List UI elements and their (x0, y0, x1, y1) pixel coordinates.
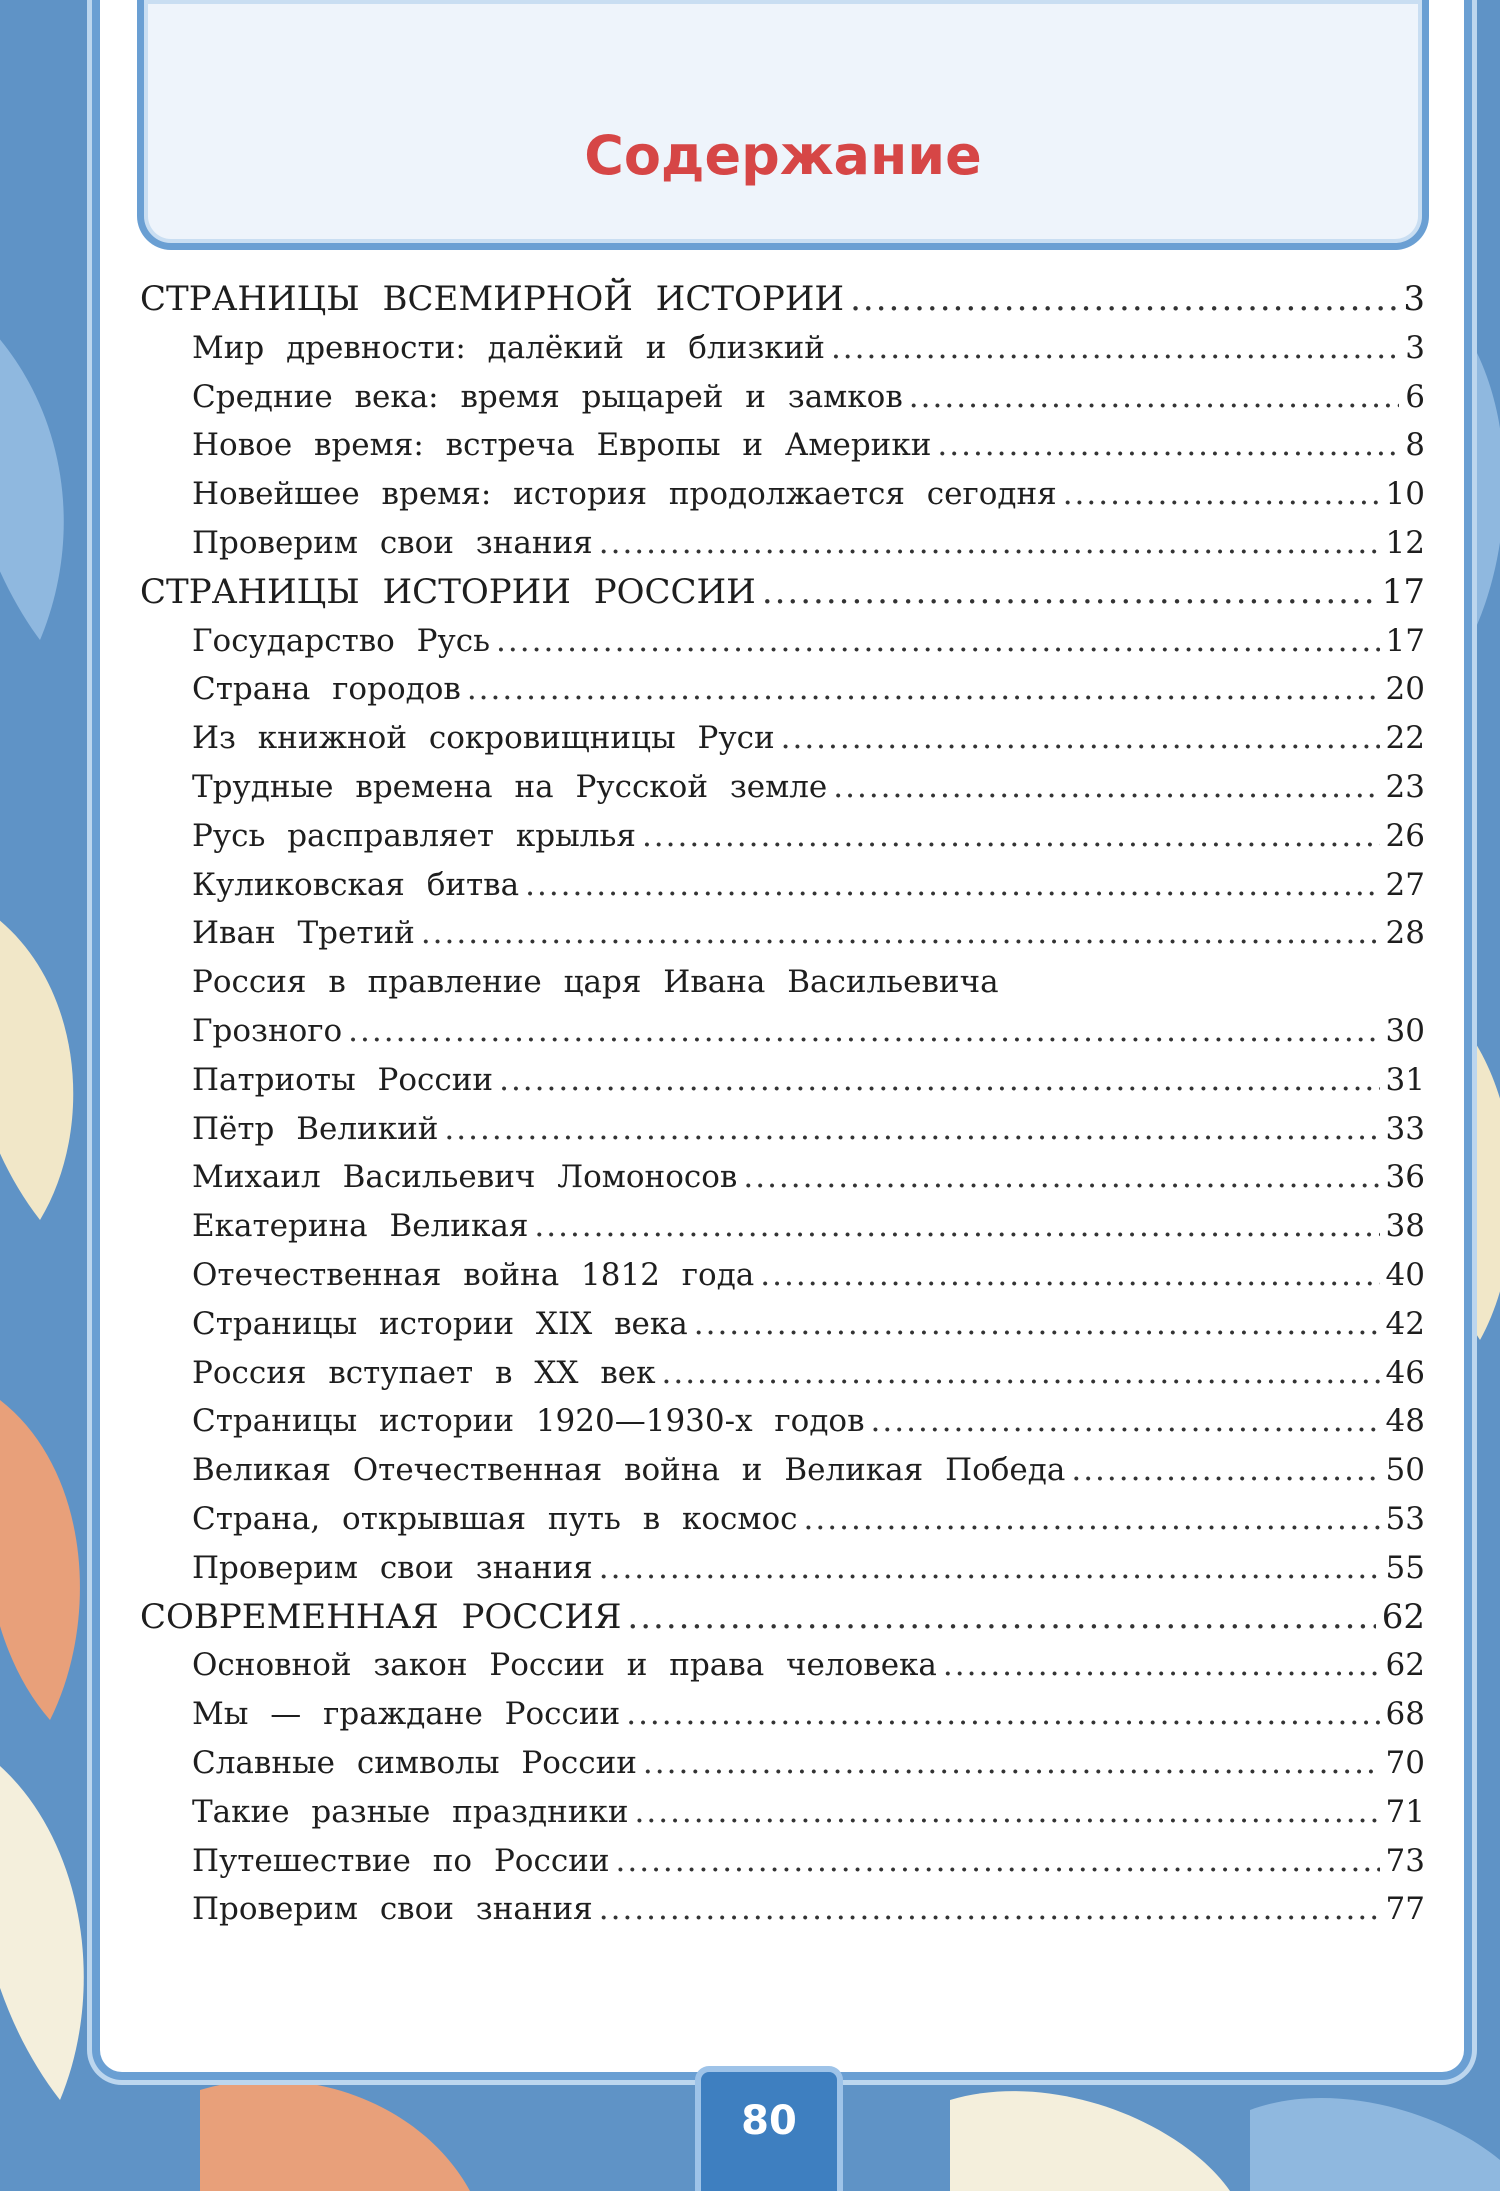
toc-entry-row (140, 1251, 1425, 1300)
dot-leader (743, 1153, 1379, 1202)
page-number-badge (695, 2066, 843, 2191)
toc-page-number: 17 (1381, 571, 1425, 612)
toc-page-number: 10 (1385, 476, 1425, 513)
dot-leader (616, 1837, 1380, 1886)
dot-leader (348, 1007, 1379, 1056)
toc-entry-title: Проверим свои знания (192, 524, 593, 561)
toc-entry-title: Мы — граждане России (192, 1696, 621, 1733)
dot-leader (909, 373, 1399, 422)
dot-leader (781, 714, 1380, 763)
toc-page-number: 55 (1385, 1549, 1425, 1586)
toc-entry-title: Основной закон России и права человека (192, 1647, 937, 1684)
toc-entry-title: Михаил Васильевич Ломоносов (192, 1159, 738, 1196)
toc-page-number: 17 (1385, 622, 1425, 659)
toc-entry-title: Россия вступает в XX век (192, 1354, 656, 1391)
toc-entry-title: Проверим свои знания (192, 1549, 593, 1586)
toc-page-number: 46 (1385, 1354, 1425, 1391)
toc-entry-title: Из книжной сокровищницы Руси (192, 720, 775, 757)
toc-entry-row (140, 1105, 1425, 1154)
dot-leader (1063, 470, 1380, 519)
toc-page-number: 40 (1385, 1256, 1425, 1293)
toc-entry-row (140, 373, 1425, 422)
dot-leader (831, 324, 1399, 373)
dot-leader (421, 909, 1380, 958)
toc-page-number: 38 (1385, 1208, 1425, 1245)
toc-entry-title: Россия в правление царя Ивана Васильевича (192, 964, 999, 1001)
table-of-contents (140, 275, 1425, 1934)
dot-leader (444, 1105, 1379, 1154)
toc-entry-row (140, 470, 1425, 519)
toc-entry-title: Пётр Великий (192, 1110, 439, 1147)
toc-entry-row (140, 714, 1425, 763)
toc-entry-title: Страна, открывшая путь в космос (192, 1500, 798, 1537)
toc-entry-title: Грозного (192, 1012, 343, 1049)
toc-page-number: 27 (1385, 866, 1425, 903)
toc-entry-title: Русь расправляет крылья (192, 817, 636, 854)
toc-entry-row (140, 1056, 1425, 1105)
dot-leader (496, 617, 1380, 666)
toc-page-number: 62 (1385, 1647, 1425, 1684)
dot-leader (937, 421, 1399, 470)
toc-entry-title: Великая Отечественная война и Великая Победа (192, 1452, 1066, 1489)
toc-entry-row (140, 1446, 1425, 1495)
toc-entry-title: Патриоты России (192, 1061, 494, 1098)
toc-page-number: 12 (1385, 524, 1425, 561)
toc-entry-row (140, 958, 1425, 1007)
toc-page-number: 31 (1385, 1061, 1425, 1098)
toc-page-number: 33 (1385, 1110, 1425, 1147)
toc-page-number: 8 (1405, 427, 1425, 464)
dot-leader (534, 1202, 1379, 1251)
toc-entry-row (140, 665, 1425, 714)
toc-page-number: 28 (1385, 915, 1425, 952)
toc-entry-row (140, 763, 1425, 812)
toc-page-number: 62 (1381, 1596, 1425, 1637)
dot-leader (1071, 1446, 1379, 1495)
toc-entry-row (140, 617, 1425, 666)
toc-entry-row (140, 324, 1425, 373)
toc-page-number: 30 (1385, 1012, 1425, 1049)
toc-page-number: 20 (1385, 671, 1425, 708)
dot-leader (599, 1885, 1380, 1934)
toc-entry-title: Проверим свои знания (192, 1891, 593, 1928)
toc-entry-row (140, 909, 1425, 958)
toc-entry-row (140, 1202, 1425, 1251)
toc-entry-row (140, 1007, 1425, 1056)
toc-entry-row (140, 1153, 1425, 1202)
toc-page-number: 50 (1385, 1452, 1425, 1489)
toc-page-number: 48 (1385, 1403, 1425, 1440)
dot-leader (694, 1300, 1380, 1349)
toc-entry-title: Путешествие по России (192, 1842, 610, 1879)
dot-leader (871, 1397, 1380, 1446)
toc-section-row (140, 275, 1425, 324)
dot-leader (599, 1544, 1380, 1593)
dot-leader (467, 665, 1380, 714)
toc-page-number: 73 (1385, 1842, 1425, 1879)
toc-page-number: 70 (1385, 1744, 1425, 1781)
toc-entry-row (140, 1544, 1425, 1593)
toc-page-number: 26 (1385, 817, 1425, 854)
toc-entry-row (140, 1349, 1425, 1398)
toc-entry-title: Отечественная война 1812 года (192, 1256, 755, 1293)
toc-entry-row (140, 519, 1425, 568)
dot-leader (642, 812, 1380, 861)
toc-entry-title: СОВРЕМЕННАЯ РОССИЯ (140, 1596, 622, 1637)
toc-entry-row (140, 1739, 1425, 1788)
toc-page-number: 68 (1385, 1696, 1425, 1733)
dot-leader (525, 861, 1379, 910)
dot-leader (804, 1495, 1380, 1544)
page-number: 80 (741, 2098, 797, 2144)
toc-entry-row (140, 1690, 1425, 1739)
dot-leader (599, 519, 1380, 568)
toc-entry-title: Средние века: время рыцарей и замков (192, 378, 903, 415)
dot-leader (833, 763, 1379, 812)
toc-entry-row (140, 1885, 1425, 1934)
toc-entry-title: Новейшее время: история продолжается сегодня (192, 476, 1057, 513)
toc-page-number: 77 (1385, 1891, 1425, 1928)
toc-page-number: 22 (1385, 720, 1425, 757)
dot-leader (943, 1641, 1380, 1690)
toc-entry-title: Куликовская битва (192, 866, 520, 903)
dot-leader (627, 1593, 1375, 1642)
page-title: Содержание (584, 124, 982, 187)
toc-entry-row (140, 1641, 1425, 1690)
toc-entry-title: СТРАНИЦЫ ИСТОРИИ РОССИИ (140, 571, 756, 612)
toc-entry-row (140, 1837, 1425, 1886)
toc-entry-title: Трудные времена на Русской земле (192, 768, 828, 805)
toc-entry-row (140, 1495, 1425, 1544)
toc-page-number: 53 (1385, 1500, 1425, 1537)
toc-entry-title: Екатерина Великая (192, 1208, 529, 1245)
toc-entry-title: Государство Русь (192, 622, 491, 659)
toc-entry-title: Мир древности: далёкий и близкий (192, 329, 825, 366)
toc-page-number: 3 (1405, 329, 1425, 366)
toc-page-number: 42 (1385, 1305, 1425, 1342)
toc-entry-row (140, 1397, 1425, 1446)
toc-entry-title: Славные символы России (192, 1744, 637, 1781)
toc-section-row (140, 568, 1425, 617)
toc-entry-title: Страна городов (192, 671, 461, 708)
toc-page-number: 23 (1385, 768, 1425, 805)
toc-page-number: 6 (1405, 378, 1425, 415)
toc-entry-title: Иван Третий (192, 915, 415, 952)
dot-leader (499, 1056, 1379, 1105)
toc-entry-row (140, 421, 1425, 470)
toc-entry-row (140, 812, 1425, 861)
toc-page-number: 36 (1385, 1159, 1425, 1196)
toc-entry-title: Новое время: встреча Европы и Америки (192, 427, 932, 464)
dot-leader (635, 1788, 1380, 1837)
toc-entry-title: Страницы истории XIX века (192, 1305, 688, 1342)
dot-leader (626, 1690, 1379, 1739)
dot-leader (760, 1251, 1379, 1300)
toc-entry-row (140, 861, 1425, 910)
toc-page-number: 71 (1385, 1793, 1425, 1830)
toc-entry-title: Такие разные праздники (192, 1793, 629, 1830)
toc-page-number: 3 (1403, 279, 1425, 319)
dot-leader (662, 1349, 1380, 1398)
dot-leader (643, 1739, 1380, 1788)
dot-leader (850, 275, 1397, 324)
toc-entry-title: СТРАНИЦЫ ВСЕМИРНОЙ ИСТОРИИ (140, 279, 845, 319)
toc-entry-row (140, 1788, 1425, 1837)
toc-entry-title: Страницы истории 1920—1930-х годов (192, 1403, 865, 1440)
dot-leader (762, 568, 1376, 617)
toc-entry-row (140, 1300, 1425, 1349)
toc-section-row (140, 1593, 1425, 1642)
